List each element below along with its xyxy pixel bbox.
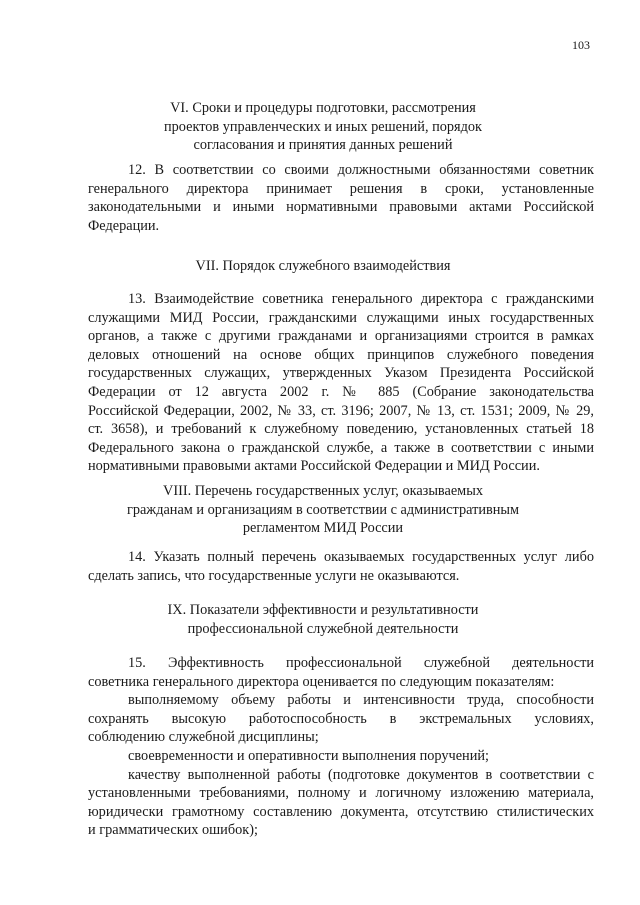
section-heading-ix — [60, 601, 586, 638]
heading-line: IX. Показатели эффективности и результативности — [167, 602, 479, 618]
paragraph-line: сделать запись, что государственные услуги не оказываются. — [88, 567, 460, 584]
list-item-line: установленными требованиями, полному и логичному изложению материала, — [88, 785, 594, 802]
paragraph-line: 13. Взаимодействие советника генерального директора с гражданскими — [128, 291, 594, 307]
section-heading-vi — [60, 99, 586, 155]
heading-line: VIII. Перечень государственных услуг, оказываемых — [163, 483, 483, 499]
paragraph-line: деловых отношений на основе общих принципов служебного поведения — [88, 346, 594, 363]
paragraph-line: законодательными и иными нормативными правовыми актами Российской — [88, 199, 594, 216]
heading-line: регламентом МИД России — [242, 520, 404, 537]
list-item-line: юридически грамотному составлению документа, отсутствию стилистических — [88, 803, 594, 820]
paragraph-line: 15. Эффективность профессиональной служебной деятельности — [128, 655, 594, 671]
page-number: 103 — [572, 38, 590, 52]
list-item-line: и грамматических ошибок); — [88, 822, 258, 839]
heading-line: согласования и принятия данных решений — [193, 137, 453, 154]
list-item-line: качеству выполненной работы (подготовке документов в соответствии с — [128, 766, 594, 783]
list-item-line: сохранять высокую работоспособность в экстремальных условиях, — [88, 710, 594, 727]
paragraph-line: Российской Федерации, 2002, № 33, ст. 3196; 2007, № 13, ст. 1531; 2009, № 29, — [88, 402, 594, 419]
paragraph-line: 12. В соответствии со своими должностными обязанностями советник — [128, 162, 594, 178]
heading-line: VII. Порядок служебного взаимодействия — [195, 258, 451, 274]
paragraph-line: государственных служащих, утвержденных Указом Президента Российской — [88, 365, 594, 382]
paragraph-14 — [88, 548, 594, 585]
paragraph-15 — [88, 654, 594, 840]
paragraph-line: 14. Указать полный перечень оказываемых государственных услуг либо — [128, 549, 594, 565]
heading-line: гражданам и организациям в соответствии с административным — [126, 501, 520, 518]
section-heading-vii — [60, 257, 586, 276]
paragraph-line: служащими МИД России, гражданскими служащими иных государственных — [88, 309, 594, 326]
list-item-line: выполняемому объему работы и интенсивности труда, способности — [128, 692, 594, 709]
section-heading-viii — [60, 482, 586, 538]
paragraph-12 — [88, 161, 594, 235]
paragraph-line: генерального директора принимает решения в сроки, установленные — [88, 180, 594, 197]
paragraph-line: нормативными правовыми актами Российской Федерации и МИД России. — [88, 458, 540, 475]
heading-line: проектов управленческих и иных решений, порядок — [163, 118, 482, 135]
heading-line: VI. Сроки и процедуры подготовки, рассмотрения — [170, 100, 476, 116]
paragraph-line: Федерации от 12 августа 2002 г. № 885 (Собрание законодательства — [88, 383, 594, 400]
paragraph-13 — [88, 290, 594, 476]
list-item-line: своевременности и оперативности выполнения поручений; — [128, 747, 489, 764]
list-item-line: соблюдению служебной дисциплины; — [88, 729, 319, 746]
paragraph-line: Федерального закона о гражданской службе, а также в соответствии с иными — [88, 439, 594, 456]
heading-line: профессиональной служебной деятельности — [187, 620, 459, 637]
paragraph-line: Федерации. — [88, 217, 160, 234]
paragraph-line: ст. 3658), и требований к служебному поведению, установленных статьей 18 — [88, 421, 594, 438]
paragraph-line: советника генерального директора оценивается по следующим показателям: — [88, 673, 555, 690]
paragraph-line: органов, а также с другими гражданами и организациями строится в рамках — [88, 328, 594, 345]
